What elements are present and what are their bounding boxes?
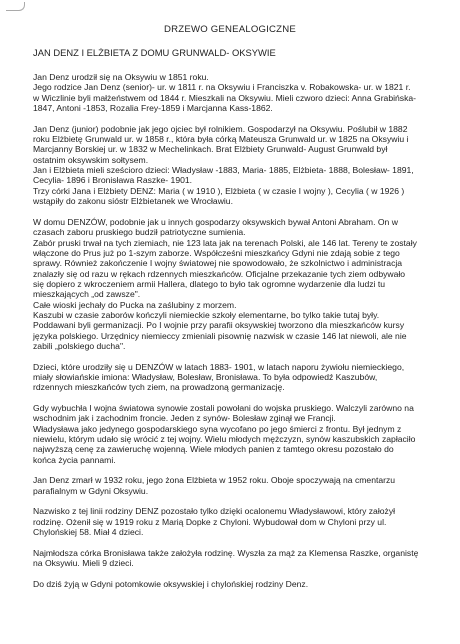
text-line: Jan Denz zmarł w 1932 roku, jego żona Elżbieta w 1952 roku. Oboje spoczywają na cmentarzu: [33, 475, 396, 486]
text-line: Cecylia- 1896 i Bronisława Raszke- 1901.: [33, 175, 193, 186]
text-line: czasach zaboru pruskiego budził patriotyczne sumienia.: [33, 227, 246, 238]
paragraph: [33, 72, 453, 113]
document-body: [33, 72, 453, 600]
paragraph: [33, 362, 453, 393]
text-line: rdzennych mieszkańców tych ziem, na prowadzoną germanizację.: [33, 382, 285, 393]
text-line: Chylońskiej 58. Miał 4 dzieci.: [33, 527, 144, 538]
text-line: wstąpiły do zakonu sióstr Elżbietanek we Wrocławiu.: [33, 196, 233, 207]
text-line: parafialnym w Gdyni Oksywiu.: [33, 485, 149, 496]
paragraph: [33, 579, 453, 589]
text-line: Jan Denz (junior) podobnie jak jego ojciec był rolnikiem. Gospodarzył na Oksywiu. Poślubił w 1882: [33, 123, 408, 134]
text-line: się dopiero z wkroczeniem armii Hallera, dlatego to było tak ogromne wydarzenie dla ludzi tu: [33, 278, 386, 289]
paragraph: [33, 475, 453, 496]
scan-corner-mark: [6, 2, 25, 11]
text-line: wschodnim jak i zachodnim froncie. Jeden z synów- Bolesław zginął we Francji.: [33, 413, 336, 424]
text-line: Dzieci, które urodziły się u DENZÓW w latach 1883- 1901, w latach naporu żywiołu niemieckiego,: [33, 361, 405, 372]
text-line: Władysława jako jedynego gospodarskiego syna wycofano po jego śmierci z frontu. Był jednym z: [33, 423, 402, 434]
text-line: niewielu, którym udało się wrócić z tej wojny. Wielu młodych mężczyzn, synów kaszubskich zapłaciło: [33, 434, 416, 445]
text-line: roku Elżbietę Grunwald ur. w 1858 r., która była córką Mateusza Grunwald ur. w 1825 na Oksywiu i: [33, 134, 409, 145]
text-line: języka polskiego. Urzędnicy niemieccy zmieniali pisownię nazwisk w czasie 146 lat niewoli, ale nie: [33, 330, 407, 341]
text-line: Poddawani byli germanizacji. Po I wojnie przy parafii oksywskiej tworzono dla mieszkańców kursy: [33, 320, 405, 331]
text-line: rodzinę. Ożenił się w 1919 roku z Marią Dopke z Chyloni. Wybudował dom w Chyloni przy ul.: [33, 516, 387, 527]
text-line: Kaszubi w czasie zaborów kończyli niemieckie szkoły elementarne, bo tylko takie tutaj były.: [33, 309, 380, 320]
text-line: w Wiczlinie byli małżeństwem od 1844 r. Mieszkali na Oksywiu. Mieli czworo dzieci: Anna Grabińska-: [33, 92, 417, 103]
text-line: włączone do Prus już po 1-szym zaborze. Współcześni mieszkańcy Gdyni nie zdają sobie z tego: [33, 247, 400, 258]
text-line: najwyższą cenę za zawieruchę wojenną. Wiele młodych panien z tamtego okresu pozostało do: [33, 444, 394, 455]
text-line: W domu DENZÓW, podobnie jak u innych gospodarzy oksywskich bywał Antoni Abraham. On w: [33, 216, 398, 227]
paragraph: [33, 506, 453, 537]
text-line: Do dziś żyją w Gdyni potomkowie oksywskiej i chylońskiej rodziny Denz.: [33, 578, 309, 589]
paragraph: [33, 217, 453, 351]
text-line: na Oksywiu. Mieli 9 dzieci.: [33, 558, 134, 569]
paragraph: [33, 403, 453, 465]
text-line: zabili „polskiego ducha".: [33, 340, 126, 351]
text-line: znalazły się od razu w rękach rdzennych mieszkańców. Oficjalne przekazanie tych ziem odbywało: [33, 268, 406, 279]
text-line: Zabór pruski trwał na tych ziemiach, nie 123 lata jak na terenach Polski, ale 146 lat. Tereny te zostały: [33, 237, 417, 248]
document-heading: JAN DENZ I ELŻBIETA Z DOMU GRUNWALD- OKSYWIE: [33, 47, 276, 58]
text-line: 1847, Antoni -1853, Rozalia Frey-1859 i Marcjanna Kass-1862.: [33, 103, 273, 114]
text-line: Całe wioski jechały do Pucka na zaślubiny z morzem.: [33, 299, 237, 310]
text-line: Jan i Elżbieta mieli sześcioro dzieci: Władysław -1883, Maria- 1885, Elżbieta- 1888, Bolesław- 1891,: [33, 165, 414, 176]
text-line: Jego rodzice Jan Denz (senior)- ur. w 1811 r. na Oksywiu i Franciszka v. Robakowska- ur. w 1821 r.: [33, 82, 411, 93]
text-line: Nazwisko z tej linii rodziny DENZ pozostało tylko dzięki ocalonemu Władysławowi, który założył: [33, 506, 396, 517]
text-line: Najmłodsza córka Bronisława także założyła rodzinę. Wyszła za mąż za Klemensa Raszke, organistę: [33, 547, 419, 558]
text-line: sprawy. Również zakończenie I wojny światowej nie spowodowało, że szkolnictwo i administracja: [33, 258, 403, 269]
text-line: końca życia pannami.: [33, 454, 116, 465]
document-title: DRZEWO GENEALOGICZNE: [164, 24, 296, 35]
text-line: mieszkających „od zawsze".: [33, 289, 141, 300]
paragraph: [33, 124, 453, 207]
text-line: Trzy córki Jana i Elżbiety DENZ: Maria ( w 1910 ), Elżbieta ( w czasie I wojny ), Cecylia ( w 1926 ): [33, 185, 405, 196]
text-line: Gdy wybuchła I wojna światowa synowie zostali powołani do wojska pruskiego. Walczyli zarówno na: [33, 403, 414, 413]
text-line: Marcjanny Borskiej ur. w 1832 w Mechelinkach. Brat Elżbiety Grunwald- August Grunwald był: [33, 144, 388, 155]
text-line: miały słowiańskie imiona: Władysław, Bolesław, Bronisława. To była odpowiedź Kaszubów,: [33, 371, 378, 382]
text-line: Jan Denz urodził się na Oksywiu w 1851 roku.: [33, 72, 209, 82]
text-line: ostatnim oksywskim sołtysem.: [33, 154, 149, 165]
paragraph: [33, 548, 453, 569]
